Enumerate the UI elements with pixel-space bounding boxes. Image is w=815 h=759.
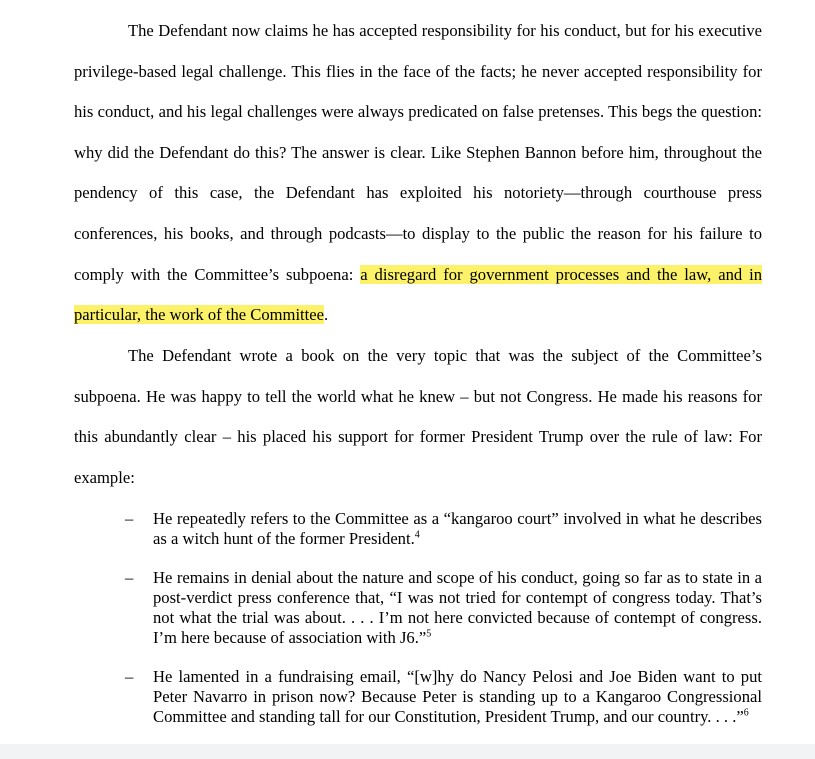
list-item <box>74 667 762 727</box>
list-item <box>74 568 762 648</box>
example-list <box>74 509 762 746</box>
footnote-ref[interactable]: 4 <box>414 529 420 541</box>
paragraph-1 <box>74 11 762 336</box>
list-item-text: He repeatedly refers to the Committee as a “kangaroo court” involved in what he describes as a witch hunt of the former President. <box>153 509 762 548</box>
bullet-dash: – <box>125 568 134 587</box>
bullet-dash: – <box>125 509 134 528</box>
viewer-bottom-edge <box>0 744 815 759</box>
list-item-text: He lamented in a fundraising email, “[w]hy do Nancy Pelosi and Joe Biden want to put Peter Navarro in prison now? Because Peter is standing up to a Kangaroo Congressional Committee and standing tall for our Constitution, President Trump, and our country. . . .” <box>153 667 762 726</box>
paragraph-1-end: . <box>324 305 329 325</box>
paragraph-2 <box>74 336 762 498</box>
footnote-ref[interactable]: 6 <box>743 707 749 719</box>
paragraph-2-text: The Defendant wrote a book on the very topic that was the subject of the Committee’s subpoena. He was happy to tell the world what he knew – but not Congress. He made his reasons for this abundantly clear – his placed his support for former President Trump over the rule of law: For example: <box>74 346 762 487</box>
highlighted-text: a disregard for government processes and the law, and in particular, the work of the Committee <box>74 264 762 325</box>
list-item-text: He remains in denial about the nature and scope of his conduct, going so far as to state in a post-verdict press conference that, “I was not tried for contempt of congress today. That’s not what the trial was about. . . . I’m not here convicted because of contempt of congress. I’m here because of association with J6.” <box>153 568 762 647</box>
bullet-dash: – <box>125 667 134 686</box>
paragraph-1-text: The Defendant now claims he has accepted responsibility for his conduct, but for his executive privilege-based legal challenge. This flies in the face of the facts; he never accepted responsibility for his conduct, and his legal challenges were always predicated on false pretenses. This begs the question: why did the Defendant do this? The answer is clear. Like Stephen Bannon before him, throughout the pendency of this case, the Defendant has exploited his notoriety—through courthouse press conferences, his books, and through podcasts—to display to the public the reason for his failure to comply with the Committee’s subpoena: <box>74 21 762 284</box>
footnote-ref[interactable]: 5 <box>426 628 432 640</box>
list-item <box>74 509 762 549</box>
